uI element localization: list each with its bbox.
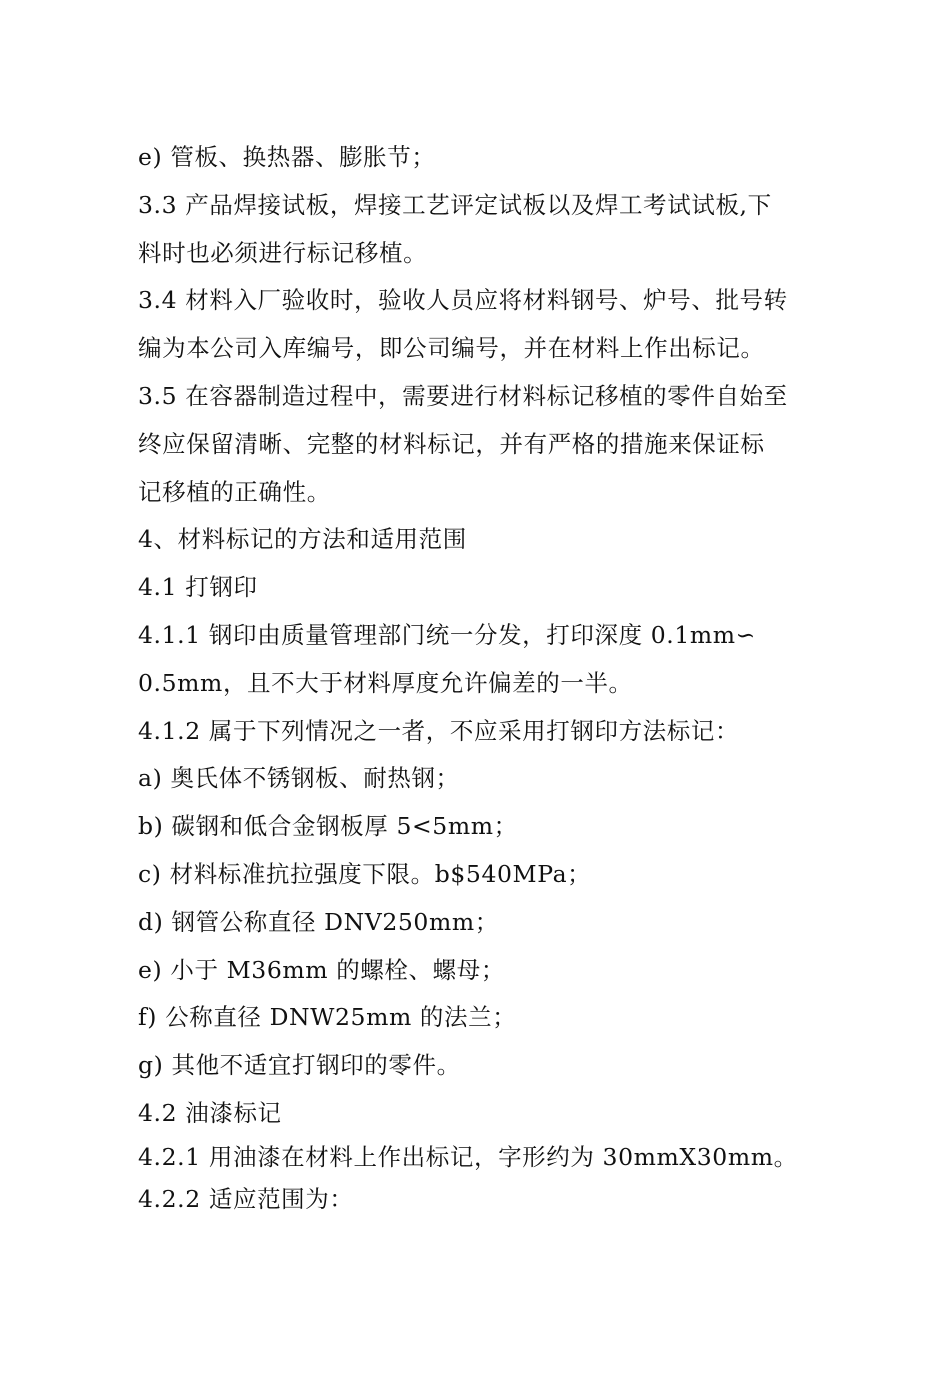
list-item-c: c) 材料标准抗拉强度下限。b$540MPa；	[138, 859, 592, 888]
paragraph-4-1-1-line-1: 4.1.1 钢印由质量管理部门统一分发，打印深度 0.1mm∽	[138, 620, 756, 649]
document-body	[138, 134, 838, 1224]
paragraph-3-4-line-2: 编为本公司入库编号，即公司编号，并在材料上作出标记。	[138, 334, 765, 363]
section-heading-4-2: 4.2 油漆标记	[138, 1098, 282, 1127]
list-item-e-tube-sheet: e) 管板、换热器、膨胀节；	[138, 143, 436, 171]
paragraph-3-3-line-2: 料时也必须进行标记移植。	[138, 238, 428, 267]
section-heading-4-1: 4.1 打钢印	[138, 573, 258, 602]
paragraph-3-5-line-3: 记移植的正确性。	[138, 477, 331, 506]
list-item-b: b) 碳钢和低合金钢板厚 5<5mm；	[138, 812, 518, 841]
section-heading-4: 4、材料标记的方法和适用范围	[138, 525, 467, 554]
list-item-d: d) 钢管公称直径 DNV250mm；	[138, 907, 499, 936]
paragraph-4-2-1: 4.2.1 用油漆在材料上作出标记，字形约为 30mmX30mm。	[138, 1142, 798, 1171]
paragraph-4-1-1-line-2: 0.5mm，且不大于材料厚度允许偏差的一半。	[138, 668, 633, 697]
paragraph-3-3-line-1: 3.3 产品焊接试板，焊接工艺评定试板以及焊工考试试板,下	[138, 190, 772, 219]
paragraph-3-5-line-2: 终应保留清晰、完整的材料标记，并有严格的措施来保证标	[138, 429, 765, 458]
list-item-a: a) 奥氏体不锈钢板、耐热钢；	[138, 764, 460, 793]
paragraph-4-1-2: 4.1.2 属于下列情况之一者，不应采用打钢印方法标记：	[138, 716, 740, 745]
list-item-f: f) 公称直径 DNW25mm 的法兰；	[138, 1003, 517, 1032]
paragraph-3-4-line-1: 3.4 材料入厂验收时，验收人员应将材料钢号、炉号、批号转	[138, 286, 788, 315]
list-item-e: e) 小于 M36mm 的螺栓、螺母；	[138, 955, 505, 984]
paragraph-3-5-line-1: 3.5 在容器制造过程中，需要进行材料标记移植的零件自始至	[138, 381, 788, 410]
paragraph-4-2-2: 4.2.2 适应范围为：	[138, 1184, 354, 1213]
list-item-g: g) 其他不适宜打钢印的零件。	[138, 1051, 461, 1080]
